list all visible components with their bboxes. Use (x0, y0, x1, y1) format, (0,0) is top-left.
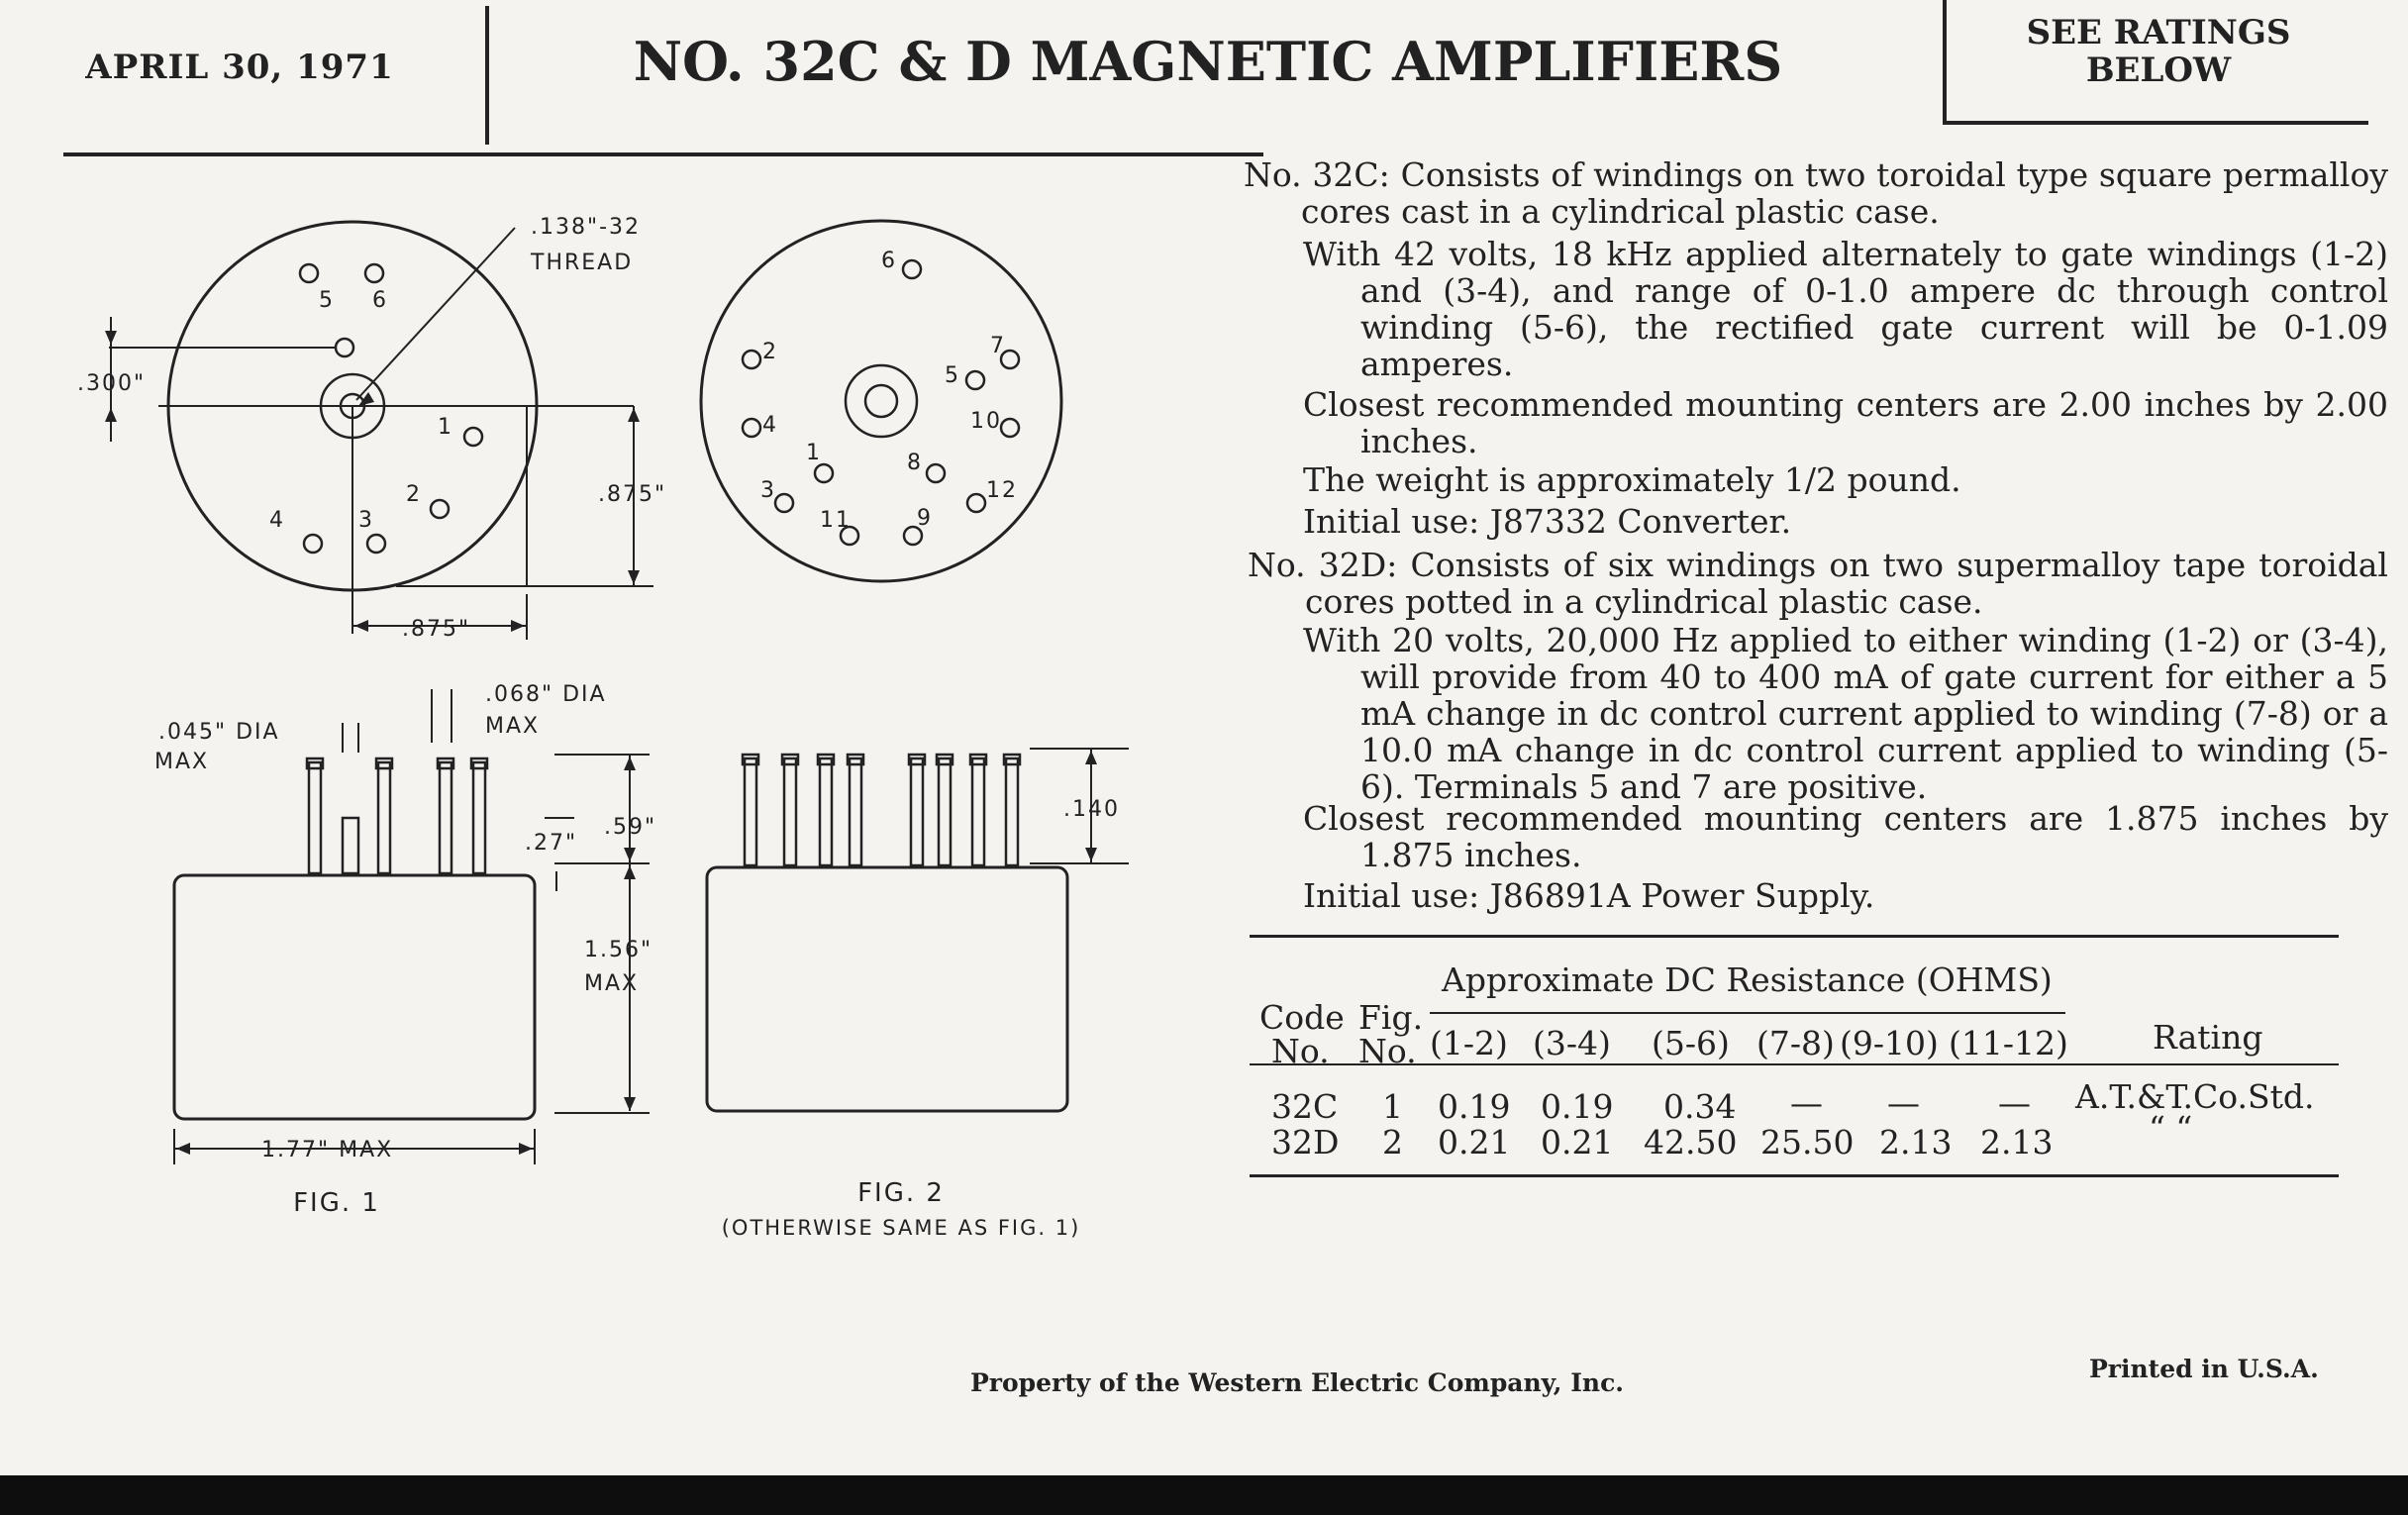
fig1-pin-label: 3 (358, 508, 374, 533)
fig2-top-view-outline (701, 221, 1061, 581)
dimension-label: .59" (604, 815, 657, 840)
table-cell: — (1998, 1083, 2031, 1122)
table-cell: 0.21 (1541, 1123, 1614, 1162)
c-weight: The weight is approximately 1/2 pound. (1303, 460, 1961, 499)
col-header-winding: (11-12) (1949, 1024, 2068, 1062)
table-cell-rating: “ “ (2149, 1109, 2193, 1148)
c-intro: No. 32C: Consists of windings on two toroidal type square permalloy cores cast in a cylindrical plastic case. (1244, 155, 2388, 231)
header-rule-right (1943, 121, 2368, 125)
fig1-side-view-body (174, 875, 535, 1119)
thread-label: THREAD (531, 251, 634, 275)
c-mounting: Closest recommended mounting centers are 2.00 inches by 2.00 inches. (1303, 385, 2388, 460)
fig2-pin-label: 3 (760, 478, 776, 503)
table-cell: 0.19 (1541, 1087, 1614, 1126)
sheet-title: NO. 32C & D MAGNETIC AMPLIFIERS (633, 30, 1783, 93)
fig1-pin-label: 6 (372, 288, 388, 313)
fig2-pin-label: 9 (917, 506, 933, 531)
dimension-label: MAX (584, 971, 640, 996)
fig2-pin-label: 1 (806, 441, 822, 465)
dimension-label: 1.77" MAX (261, 1138, 394, 1162)
dimension-label: .300" (77, 371, 147, 396)
c-initial-use: Initial use: J87332 Converter. (1303, 502, 1792, 541)
sheet-date: APRIL 30, 1971 (85, 48, 394, 87)
c-operation: With 42 volts, 18 kHz applied alternately to gate windings (1-2) and (3-4), and range of 0-1.0 ampere dc through control winding (5-6), the rectified gate current will be 0-1.09 amperes. (1303, 235, 2388, 383)
col-header-winding: (1-2) (1430, 1024, 1508, 1062)
col-header-winding: (9-10) (1840, 1024, 1939, 1062)
property-notice: Property of the Western Electric Company, Inc. (970, 1368, 1625, 1397)
printed-notice: Printed in U.S.A. (2089, 1355, 2319, 1383)
fig2-pin-label: 7 (990, 334, 1006, 358)
rating-note-line2: BELOW (2085, 50, 2232, 90)
table-cell: 2.13 (1879, 1123, 1953, 1162)
d-initial-use: Initial use: J86891A Power Supply. (1303, 876, 1875, 915)
dimension-label: .045" DIA (158, 720, 280, 745)
table-cell: 0.19 (1438, 1087, 1511, 1126)
fig2-pin-label: 4 (762, 413, 778, 438)
fig2-pin-label: 5 (945, 363, 960, 388)
table-cell-fig: 2 (1382, 1123, 1403, 1162)
col-header-fig: No. (1358, 1032, 1417, 1070)
col-header-winding: (3-4) (1533, 1024, 1611, 1062)
dimension-drawings (0, 0, 1228, 1287)
table-cell-fig: 1 (1382, 1087, 1403, 1126)
fig2-pin-label: 6 (881, 249, 897, 273)
dimension-label: .875" (598, 482, 667, 507)
fig1-pin-label: 4 (269, 508, 285, 533)
rating-note (1970, 14, 2347, 89)
fig2-pin-labels (760, 249, 1018, 533)
table-group-header: Approximate DC Resistance (OHMS) (1442, 960, 2053, 999)
d-intro: No. 32D: Consists of six windings on two supermalloy tape toroidal cores potted in a cylindrical plastic case. (1248, 546, 2388, 621)
fig2-note: (OTHERWISE SAME AS FIG. 1) (721, 1216, 1081, 1240)
fig2-pin-label: 12 (986, 478, 1018, 503)
table-top-rule (1250, 935, 2339, 938)
col-header-winding: (7-8) (1756, 1024, 1835, 1062)
table-cell-code: 32C (1271, 1087, 1339, 1126)
fig1-pin-label: 5 (319, 288, 335, 313)
table-cell: 2.13 (1980, 1123, 2054, 1162)
d-operation: With 20 volts, 20,000 Hz applied to either winding (1-2) or (3-4), will provide from 40 to 400 mA of gate current for either a 5 mA change in dc control current applied to winding (7-8) or a 10.0 mA change in dc control current applied to winding (5-6). Terminals 5 and 7 are positive. (1303, 621, 2388, 806)
col-header-code: No. (1271, 1032, 1330, 1070)
thread-label: .138"-32 (531, 215, 642, 240)
table-cell: 0.21 (1438, 1123, 1511, 1162)
fig1-pin-label: 2 (406, 482, 422, 507)
fig2-caption: FIG. 2 (857, 1178, 945, 1208)
dimension-label: .140 (1063, 797, 1120, 822)
table-cell: — (1790, 1083, 1823, 1122)
table-cell-rating: A.T.&T.Co.Std. (2075, 1077, 2315, 1116)
fig2-pin-label: 10 (970, 409, 1002, 434)
dimension-label: .27" (525, 831, 578, 856)
header-divider-right (1943, 0, 1947, 123)
col-header-code: Code (1259, 998, 1345, 1037)
table-cell: 42.50 (1644, 1123, 1738, 1162)
dimension-label: .068" DIA (485, 682, 607, 707)
dimension-label: 1.56" (584, 938, 653, 962)
col-header-winding: (5-6) (1652, 1024, 1730, 1062)
dimension-label: .875" (402, 617, 471, 642)
dimension-label: MAX (485, 714, 541, 739)
fig1-caption: FIG. 1 (293, 1188, 380, 1218)
table-cell: — (1887, 1083, 1920, 1122)
fig2-center-boss (846, 365, 917, 437)
table-cell-code: 32D (1271, 1123, 1340, 1162)
scan-edge (0, 1475, 2408, 1515)
col-header-fig: Fig. (1358, 998, 1424, 1037)
table-cell: 0.34 (1663, 1087, 1737, 1126)
fig2-pin-label: 11 (820, 508, 852, 533)
fig2-side-view-body (707, 867, 1067, 1111)
fig2-pin-label: 2 (762, 340, 778, 364)
table-group-rule (1430, 1012, 2065, 1014)
d-mounting: Closest recommended mounting centers are 1.875 inches by 1.875 inches. (1303, 799, 2388, 874)
fig1-pin-label: 1 (438, 415, 453, 440)
table-cell: 25.50 (1760, 1123, 1855, 1162)
rating-note-line1: SEE RATINGS (2026, 13, 2291, 52)
fig2-pin-label: 8 (907, 451, 923, 475)
table-bottom-rule (1250, 1174, 2339, 1177)
dimension-label: MAX (154, 750, 210, 774)
col-header-rating: Rating (2153, 1018, 2263, 1057)
